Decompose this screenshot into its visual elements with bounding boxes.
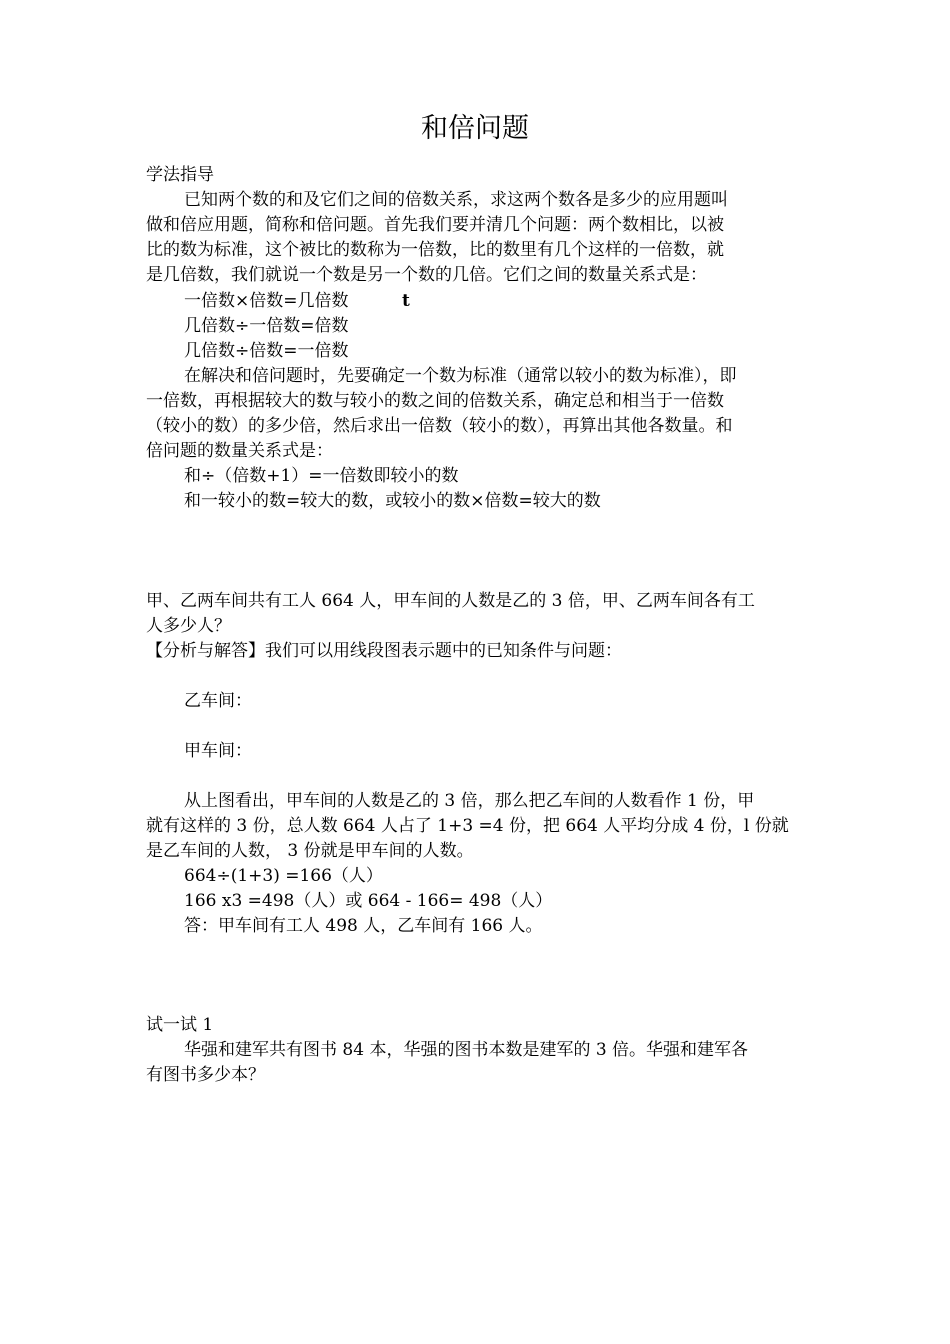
intro-line: 是几倍数，我们就说一个数是另一个数的几倍。它们之间的数量关系式是： xyxy=(146,265,707,285)
explanation-line: 是乙车间的人数， 3 份就是甲车间的人数。 xyxy=(146,841,474,861)
method-line: 一倍数，再根据较大的数与较小的数之间的倍数关系，确定总和相当于一倍数 xyxy=(146,391,724,411)
relation-line: 和÷（倍数+1）=一倍数即较小的数 xyxy=(184,466,459,486)
problem-line: 人多少人？ xyxy=(146,616,231,636)
calculation-line: 664÷(1+3) =166（人） xyxy=(184,866,383,886)
formula-line: 几倍数÷倍数=一倍数 xyxy=(184,341,349,361)
calculation-line: 166 x3 =498（人）或 664 - 166= 498（人） xyxy=(184,891,553,911)
stray-mark: t xyxy=(402,291,410,311)
try-heading: 试一试 1 xyxy=(146,1015,214,1035)
analysis-intro: 【分析与解答】我们可以用线段图表示题中的已知条件与问题： xyxy=(146,641,622,661)
section-heading: 学法指导 xyxy=(146,165,214,185)
formula-line: 几倍数÷一倍数=倍数 xyxy=(184,316,349,336)
intro-line: 比的数为标准，这个被比的数称为一倍数，比的数里有几个这样的一倍数，就 xyxy=(146,240,724,260)
segment-label-jia: 甲车间： xyxy=(184,741,252,761)
method-line: 在解决和倍问题时，先要确定一个数为标准（通常以较小的数为标准），即 xyxy=(184,366,737,386)
segment-label-yi: 乙车间： xyxy=(184,691,252,711)
intro-line: 做和倍应用题，简称和倍问题。首先我们要并清几个问题：两个数相比，以被 xyxy=(146,215,724,235)
method-line: 倍问题的数量关系式是： xyxy=(146,441,333,461)
explanation-line: 从上图看出，甲车间的人数是乙的 3 倍，那么把乙车间的人数看作 1 份，甲 xyxy=(184,791,755,811)
relation-line: 和一较小的数=较大的数，或较小的数×倍数=较大的数 xyxy=(184,491,601,511)
intro-line: 已知两个数的和及它们之间的倍数关系，求这两个数各是多少的应用题叫 xyxy=(184,190,728,210)
formula-line: 一倍数×倍数=几倍数 xyxy=(184,291,349,311)
page-title: 和倍问题 xyxy=(421,113,529,144)
try-problem-line: 有图书多少本？ xyxy=(146,1065,265,1085)
method-line: （较小的数）的多少倍，然后求出一倍数（较小的数），再算出其他各数量。和 xyxy=(146,416,733,436)
try-problem-line: 华强和建军共有图书 84 本，华强的图书本数是建军的 3 倍。华强和建军各 xyxy=(184,1040,749,1060)
problem-line: 甲、乙两车间共有工人 664 人，甲车间的人数是乙的 3 倍，甲、乙两车间各有工 xyxy=(146,591,755,611)
answer-line: 答：甲车间有工人 498 人，乙车间有 166 人。 xyxy=(184,916,543,936)
explanation-line: 就有这样的 3 份，总人数 664 人占了 1+3 =4 份，把 664 人平均分成 4 份，l 份就 xyxy=(146,816,789,836)
